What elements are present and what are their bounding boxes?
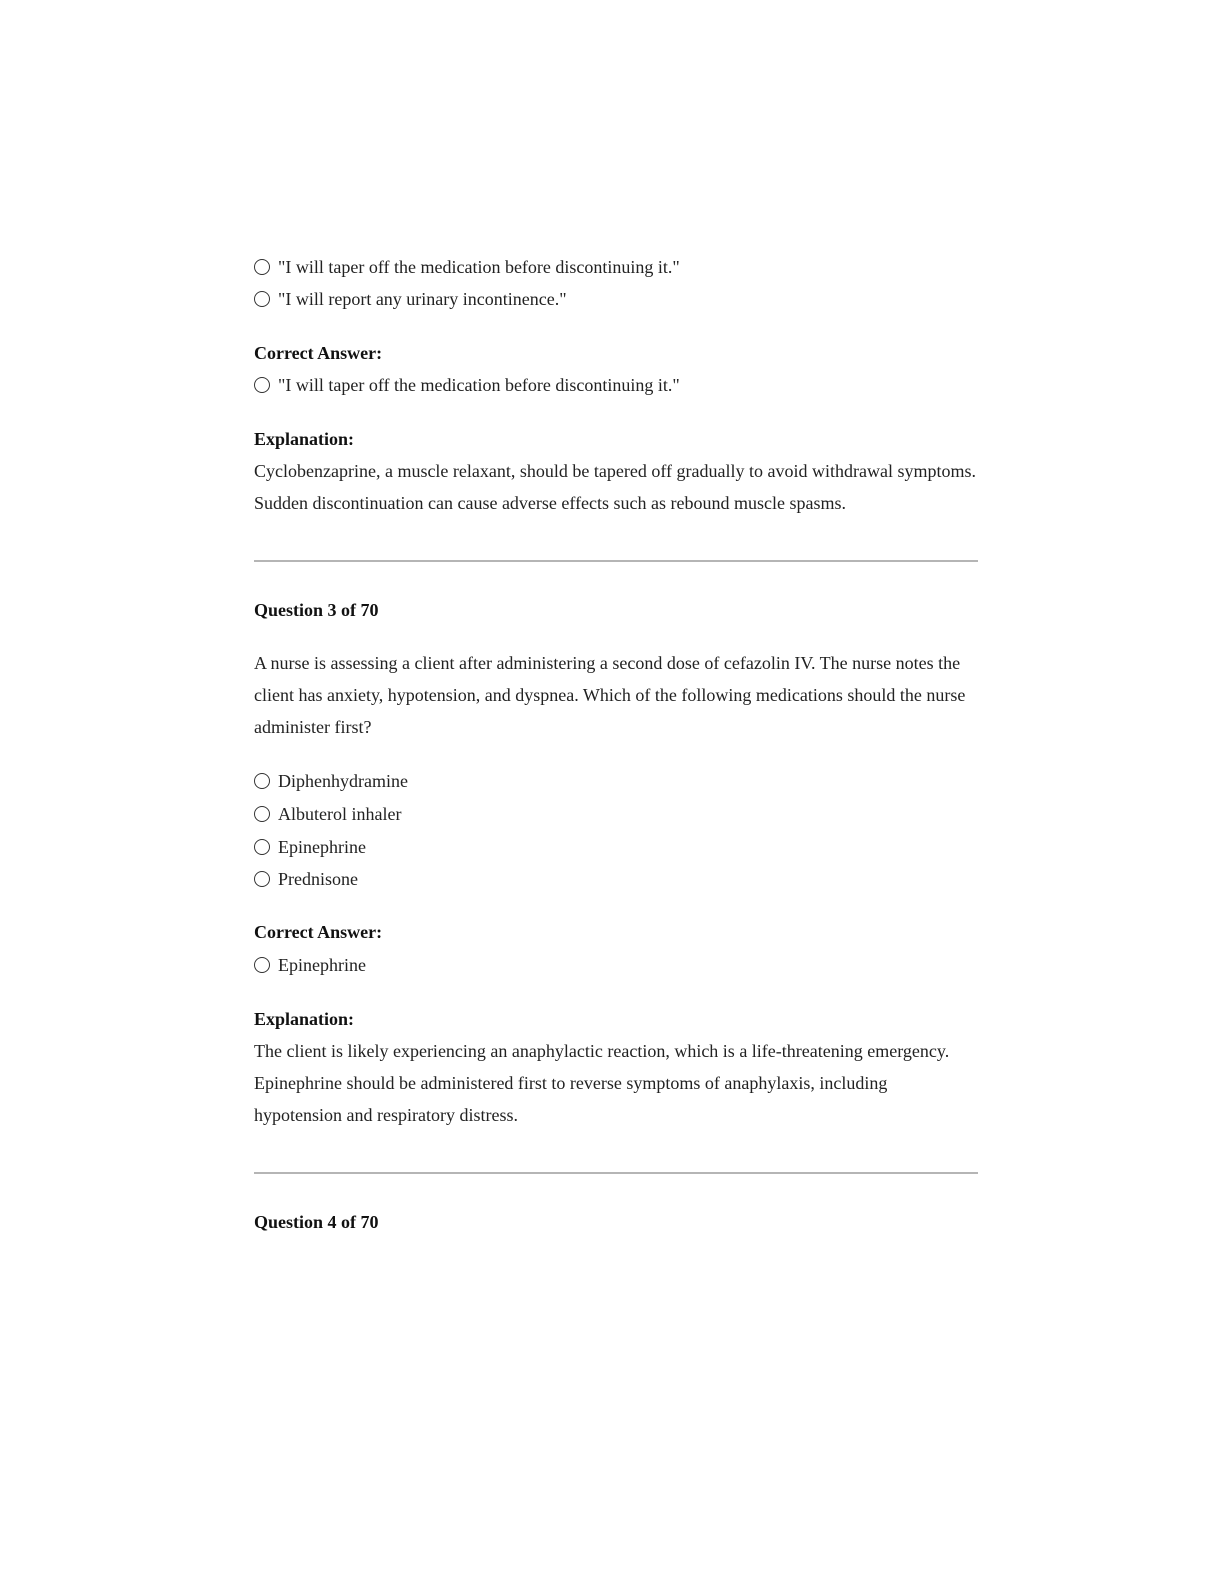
q3-explanation-text: The client is likely experiencing an anaphylactic reaction, which is a life-threatening emergency. Epinephrine should be administered first to reverse symptoms of anaphylaxis, including hypotension and respiratory distress. [254,1041,950,1125]
q2-option-1[interactable] [254,255,680,279]
q3-option-2[interactable] [254,802,401,826]
section-divider [254,560,978,562]
q2-correct-answer-label: Correct Answer: [254,343,383,363]
q2-option-2-label: "I will report any urinary incontinence." [278,289,567,309]
q4-heading: Question 4 of 70 [254,1212,379,1232]
q2-explanation-label: Explanation: [254,429,355,449]
q3-correct-answer-label: Correct Answer: [254,922,383,942]
q3-stem: A nurse is assessing a client after administering a second dose of cefazolin IV. The nurse notes the client has anxiety, hypotension, and dyspnea. Which of the following medications should the nurse administer first? [254,653,966,737]
q2-option-2[interactable] [254,287,567,311]
q3-option-4-label: Prednisone [278,869,358,889]
q3-heading: Question 3 of 70 [254,600,379,620]
q3-correct-answer [254,953,366,977]
q2-option-1-label: "I will taper off the medication before discontinuing it." [278,257,680,277]
radio-button-icon[interactable] [254,291,270,307]
q3-option-4[interactable] [254,867,358,891]
q3-option-1[interactable] [254,769,408,793]
q2-correct-answer [254,373,680,397]
q3-option-1-label: Diphenhydramine [278,771,408,791]
section-divider [254,1172,978,1174]
q3-option-3[interactable] [254,835,366,859]
q3-option-2-label: Albuterol inhaler [278,804,402,824]
q3-explanation-label: Explanation: [254,1009,355,1029]
radio-button-icon[interactable] [254,871,270,887]
radio-button-icon [254,377,270,393]
q3-option-3-label: Epinephrine [278,837,366,857]
radio-button-icon [254,957,270,973]
radio-button-icon[interactable] [254,773,270,789]
q2-correct-answer-text: "I will taper off the medication before discontinuing it." [278,375,680,395]
q2-explanation-text: Cyclobenzaprine, a muscle relaxant, should be tapered off gradually to avoid withdrawal symptoms. Sudden discontinuation can cause adverse effects such as rebound muscle spasms. [254,461,976,513]
radio-button-icon[interactable] [254,839,270,855]
q3-correct-answer-text: Epinephrine [278,955,366,975]
radio-button-icon[interactable] [254,806,270,822]
radio-button-icon[interactable] [254,259,270,275]
